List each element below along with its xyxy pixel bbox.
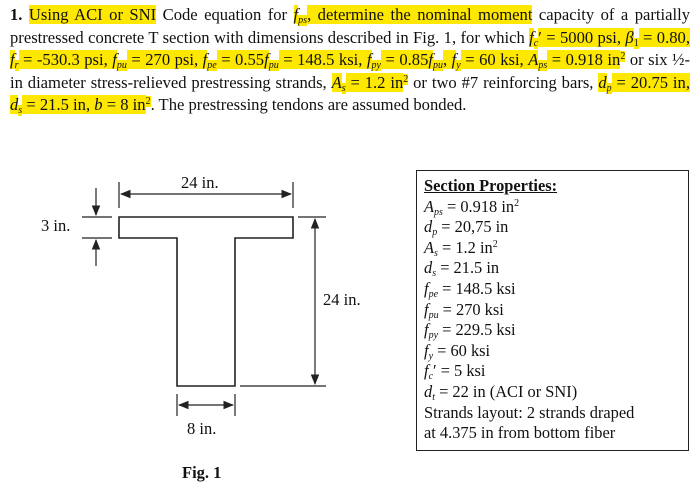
text-run: ′ = 5 ksi: [433, 361, 486, 381]
web-width-label: 8 in.: [187, 419, 217, 438]
section-property-line: [424, 197, 688, 218]
section-property-line: [424, 320, 688, 341]
problem-number: 1.: [10, 5, 23, 24]
section-properties-list: [424, 197, 688, 444]
text-run: pu: [433, 60, 444, 72]
text-run: p: [606, 82, 612, 94]
text-run: t: [432, 391, 435, 403]
text-run: or two #7 reinforcing bars,: [408, 72, 599, 92]
text-run: determine the nominal moment: [317, 5, 533, 24]
text-run: s: [341, 82, 346, 94]
section-property-line: [424, 300, 688, 321]
text-run: pe: [428, 288, 439, 300]
text-run: A: [331, 72, 342, 92]
text-run: s: [434, 247, 438, 259]
text-run: Strands layout: 2 strands draped: [424, 402, 635, 422]
text-run: = 21.5 in,: [22, 95, 95, 115]
text-run: y: [428, 350, 434, 362]
text-run: s: [432, 268, 437, 280]
text-run: py: [428, 330, 439, 342]
text-run: d: [424, 258, 433, 278]
text-run: f: [424, 299, 429, 319]
section-property-line: [424, 423, 688, 444]
text-run: or six ½-in diameter stress-relieved prestressing strands,: [10, 50, 690, 92]
section-property-line: [424, 217, 688, 238]
text-run: = 20.75 in,: [611, 72, 690, 92]
text-run: pu: [268, 60, 279, 72]
text-run: 2: [145, 96, 151, 108]
height-label: 24 in.: [323, 290, 361, 309]
text-run: = 0.918 in: [442, 196, 515, 216]
text-run: r: [14, 60, 19, 72]
section-property-line: [424, 238, 688, 259]
text-run: p: [432, 227, 438, 239]
section-properties-box: [416, 170, 689, 451]
t-section-outline: [119, 217, 293, 386]
text-run: = 60 ksi: [433, 340, 491, 360]
t-section-drawing: [0, 160, 400, 499]
text-run: f: [202, 50, 208, 70]
text-run: ,: [443, 50, 452, 70]
text-run: f: [424, 361, 429, 381]
section-property-line: [424, 361, 688, 382]
text-run: ,: [307, 5, 318, 24]
text-run: = 148.5 ksi: [438, 278, 516, 298]
text-run: d: [424, 217, 433, 237]
text-run: A: [528, 50, 539, 70]
text-run: = 20,75 in: [437, 217, 509, 237]
text-run: = 21.5 in: [436, 258, 500, 278]
section-property-line: [424, 341, 688, 362]
problem-text: [10, 5, 691, 117]
section-property-line: [424, 382, 688, 403]
text-run: py: [371, 60, 381, 72]
text-run: . The prestressing tendons are assumed bonded.: [150, 95, 467, 115]
text-run: = 229.5 ksi: [438, 320, 516, 340]
text-run: f: [424, 278, 429, 298]
text-run: capacity of a partially prestressed concrete T section with dimensions described in Fig. 1, for which: [10, 5, 691, 47]
text-run: 2: [403, 73, 409, 85]
figure-caption: Fig. 1: [182, 463, 222, 482]
text-run: pe: [207, 60, 217, 72]
flange-thickness-label: 3 in.: [41, 216, 71, 235]
text-run: Code equation for: [156, 5, 294, 24]
text-run: pu: [428, 309, 439, 321]
problem-statement: [10, 4, 690, 117]
text-run: f: [529, 27, 534, 47]
text-run: f: [428, 50, 434, 70]
text-run: Using ACI or SNI: [28, 5, 157, 24]
text-run: β: [625, 27, 634, 47]
flange-width-label: 24 in.: [181, 173, 219, 192]
text-run: ps: [298, 15, 308, 26]
text-run: c: [428, 371, 434, 383]
text-run: f: [293, 5, 299, 24]
text-run: 1: [633, 37, 639, 49]
section-property-line: [424, 258, 688, 279]
text-run: c: [533, 37, 539, 49]
text-run: f: [424, 340, 429, 360]
text-run: = -530.3 psi,: [18, 50, 113, 70]
text-run: f: [10, 50, 15, 70]
text-run: = 0.85: [381, 50, 429, 70]
text-run: f: [366, 50, 372, 70]
text-run: 2: [514, 197, 520, 209]
text-run: = 60 ksi,: [460, 50, 529, 70]
text-run: = 8 in: [102, 95, 146, 115]
section-property-line: [424, 279, 688, 300]
text-run: ps: [538, 60, 548, 72]
text-run: f: [264, 50, 269, 70]
text-run: = 270 ksi: [438, 299, 504, 319]
text-run: d: [424, 381, 433, 401]
section-property-line: [424, 403, 688, 424]
text-run: = 0.80,: [638, 27, 690, 47]
text-run: = 22 in (ACI or SNI): [434, 381, 578, 401]
text-run: y: [456, 60, 461, 72]
text-run: s: [18, 105, 23, 117]
text-run: pu: [116, 60, 127, 72]
text-run: A: [424, 196, 435, 216]
text-run: = 148.5 ksi,: [278, 50, 367, 70]
text-run: = 1.2 in: [437, 237, 493, 257]
section-properties-title: Section Properties:: [424, 176, 558, 195]
text-run: d: [598, 72, 607, 92]
text-run: = 270 psi,: [126, 50, 203, 70]
text-run: 2: [492, 238, 498, 250]
text-run: ′ = 5000 psi,: [538, 27, 626, 47]
text-run: = 1.2 in: [345, 72, 404, 92]
text-run: = 0.918 in: [547, 50, 621, 70]
text-run: 2: [620, 51, 626, 63]
text-run: f: [424, 320, 429, 340]
text-run: = 0.55: [216, 50, 265, 70]
text-run: b: [94, 95, 103, 115]
text-run: A: [424, 237, 435, 257]
text-run: f: [451, 50, 457, 70]
text-run: at 4.375 in from bottom fiber: [424, 423, 616, 443]
text-run: f: [112, 50, 117, 70]
t-section-figure: [0, 160, 400, 499]
text-run: d: [10, 95, 19, 115]
text-run: ps: [434, 206, 443, 218]
